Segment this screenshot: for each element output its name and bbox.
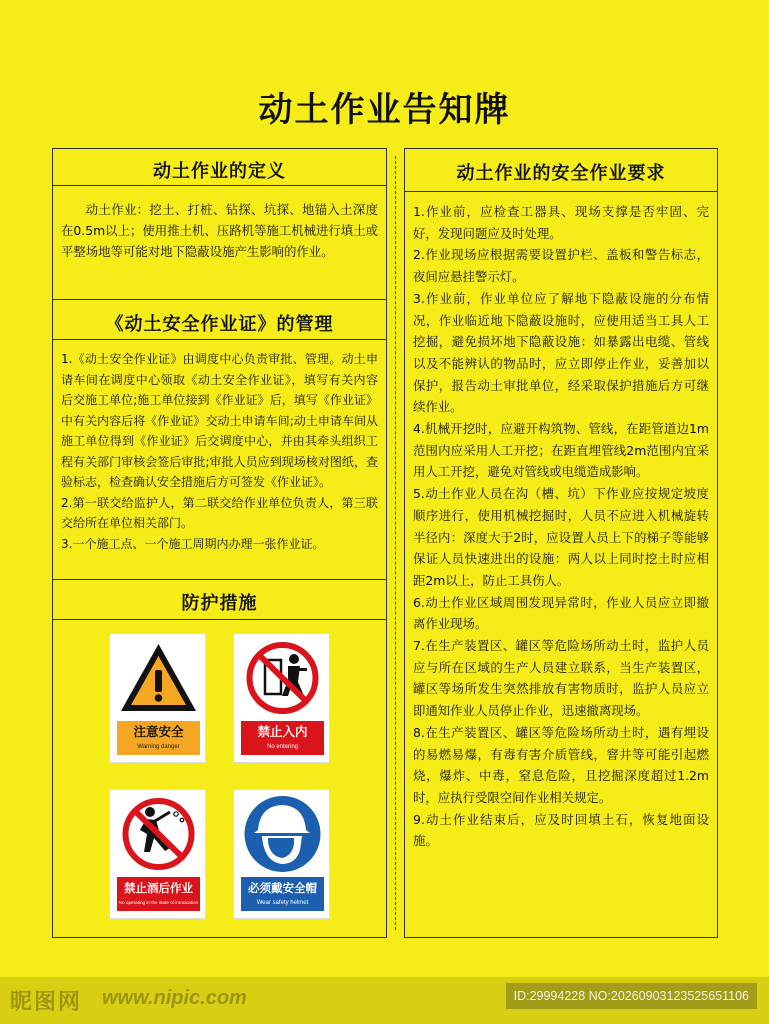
requirement-item: 4.机械开挖时，应避开构筑物、管线，在距管道边1m范围内应采用人工开挖；在距直埋管线2m范围内宜采用人工开挖，避免对管线或电缆造成影响。 — [413, 421, 709, 480]
sign-label: 注意安全 — [133, 724, 184, 739]
divider — [405, 191, 717, 192]
no-entering-sign — [233, 633, 330, 763]
sign-label: 必须戴安全帽 — [248, 881, 317, 895]
requirements-list — [413, 201, 709, 852]
sign-sublabel: No operating in the state of intoxication — [118, 900, 199, 905]
sign-label: 禁止酒后作业 — [124, 881, 193, 895]
right-panel — [404, 148, 718, 938]
requirement-item: 3.作业前，作业单位应了解地下隐蔽设施的分布情况，作业临近地下隐蔽设施时，应使用适当工具人工挖掘，避免损坏地下隐蔽设施：如暴露出电缆、管线以及不能辨认的物品时，应立即停止作业，妥善加以保护，报告动土审批单位，经采取保护措施后方可继续作业。 — [413, 290, 709, 415]
requirements-title: 动土作业的安全作业要求 — [456, 163, 666, 184]
divider — [53, 185, 386, 186]
requirement-item: 5.动土作业人员在沟（槽、坑）下作业应按规定坡度顺序进行，使用机械挖掘时，人员不应进入机械旋转半径内：深度大于2时，应设置人员上下的梯子等能够保证人员快速进出的设施：两人以上同时挖土时应相距2m以上，防止工具伤人。 — [413, 486, 709, 588]
divider — [53, 619, 386, 620]
column-separator — [395, 156, 396, 930]
no-drunk-work-sign — [109, 789, 206, 919]
definition-text: 动土作业：挖土、打桩、钻探、坑探、地锚入土深度在0.5m以上；使用推土机、压路机等施工机械进行填土或平整场地等可能对地下隐蔽设施产生影响的作业。 — [61, 202, 378, 259]
watermark-site: www.nipic.com — [102, 987, 247, 1009]
page-title: 动土作业告知牌 — [258, 90, 511, 130]
requirement-item: 6.动土作业区域周围发现异常时，作业人员应立即撤离作业现场。 — [413, 594, 709, 632]
permit-item: 1.《动土安全作业证》由调度中心负责审批、管理。动土申请车间在调度中心领取《动土安全作业证》，填写有关内容后交施工单位;施工单位接到《作业证》后，填写《作业证》中有关内容后将《作业证》交动土申请车间;动土申请车间从施工单位得到《作业证》后交调度中心，并由其牵头组织工程有关部门审核会签后审批;审批人员应到现场核对图纸，查验标志，检查确认安全措施后方可签发《作业证》。 — [61, 352, 378, 489]
permit-list — [61, 349, 378, 554]
definition-title: 动土作业的定义 — [153, 161, 286, 182]
requirement-item: 1.作业前，应检查工器具、现场支撑是否牢固、完好，发现问题应及时处理。 — [413, 204, 709, 241]
requirement-item: 2.作业现场应根据需要设置护栏、盖板和警告标志，夜间应悬挂警示灯。 — [413, 247, 709, 285]
watermark-id: ID:29994228 NO:20260903123525651106 — [506, 983, 757, 1009]
divider — [53, 579, 386, 580]
sign-label: 禁止入内 — [257, 724, 308, 739]
permit-item: 2.第一联交给监护人，第二联交给作业单位负责人，第三联交给所在单位相关部门。 — [61, 495, 378, 530]
requirement-item: 9.动土作业结束后，应及时回填土石，恢复地面设施。 — [413, 811, 709, 849]
permit-title: 《动土安全作业证》的管理 — [105, 314, 334, 335]
warning-sign — [109, 633, 206, 763]
sign-sublabel: Warning danger — [137, 744, 180, 750]
helmet-sign — [233, 789, 330, 919]
requirement-item: 7.在生产装置区、罐区等危险场所动土时，监护人员应与所在区域的生产人员建立联系，当生产装置区，罐区等场所发生突然排放有害物质时，监护人员应立即通知作业人员停止作业，迅速撤离现场。 — [413, 638, 709, 719]
permit-item: 3.一个施工点、一个施工周期内办理一张作业证。 — [61, 536, 325, 551]
left-panel — [52, 148, 387, 938]
divider — [53, 339, 386, 340]
divider — [53, 299, 386, 300]
protection-title: 防护措施 — [181, 593, 258, 614]
sign-sublabel: No entering — [266, 744, 299, 750]
sign-sublabel: Wear safety helmet — [256, 900, 309, 906]
watermark-logo: 昵图网 — [10, 989, 83, 1015]
requirement-item: 8.在生产装置区、罐区等危险场所动土时，遇有埋设的易燃易爆，有毒有害介质管线，窨井等可能引起燃烧，爆炸、中毒，窒息危险，且挖掘深度超过1.2m时，应执行受限空间作业相关规定。 — [413, 724, 709, 805]
